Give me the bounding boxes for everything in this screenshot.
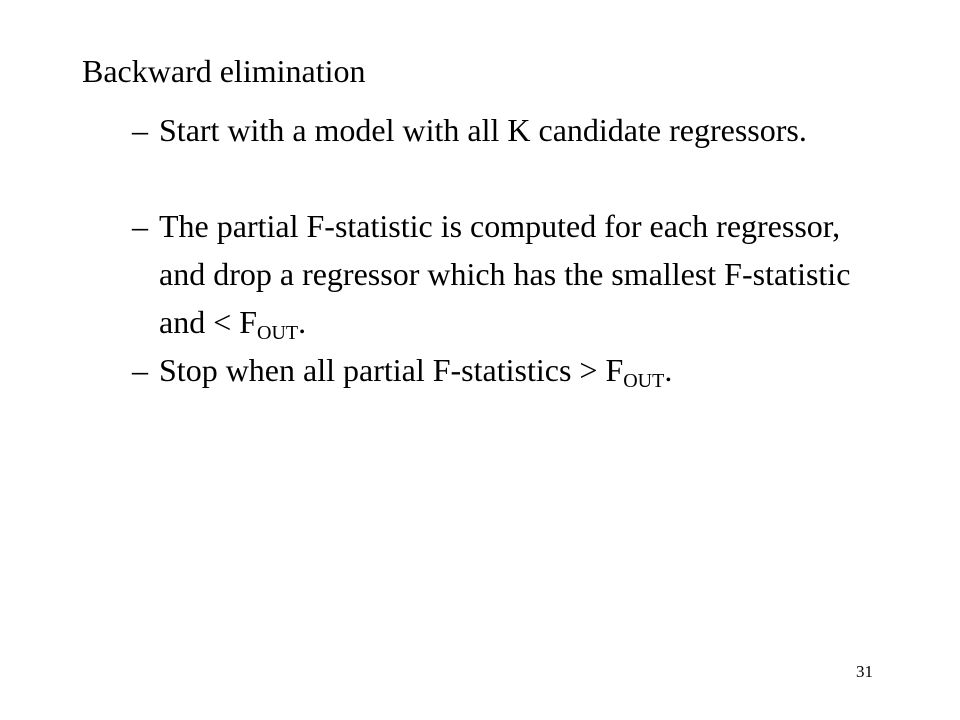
bullet-dash: – [132,112,148,148]
bullet-subscript: OUT [623,370,665,392]
bullet-text-end: . [298,304,307,340]
bullet-text-main: Stop when all partial F-statistics > F [159,352,624,388]
page-number: 31 [856,662,873,681]
bullet-dash: – [132,352,148,388]
bullet-subscript: OUT [257,322,299,344]
bullet-item [132,346,852,394]
bullet-dash: – [132,208,148,244]
bullet-text: Start with a model with all K candidate regressors. [159,112,807,148]
bullet-text-main: The partial F-statistic is computed for each regressor, and drop a regressor which has the smallest F-statistic and < F [159,208,851,340]
bullet-text-end: . [664,352,673,388]
bullet-text [159,346,852,394]
slide-heading: Backward elimination [82,53,366,89]
bullet-item [132,202,852,346]
bullet-text [159,202,852,346]
bullet-item [132,106,852,154]
